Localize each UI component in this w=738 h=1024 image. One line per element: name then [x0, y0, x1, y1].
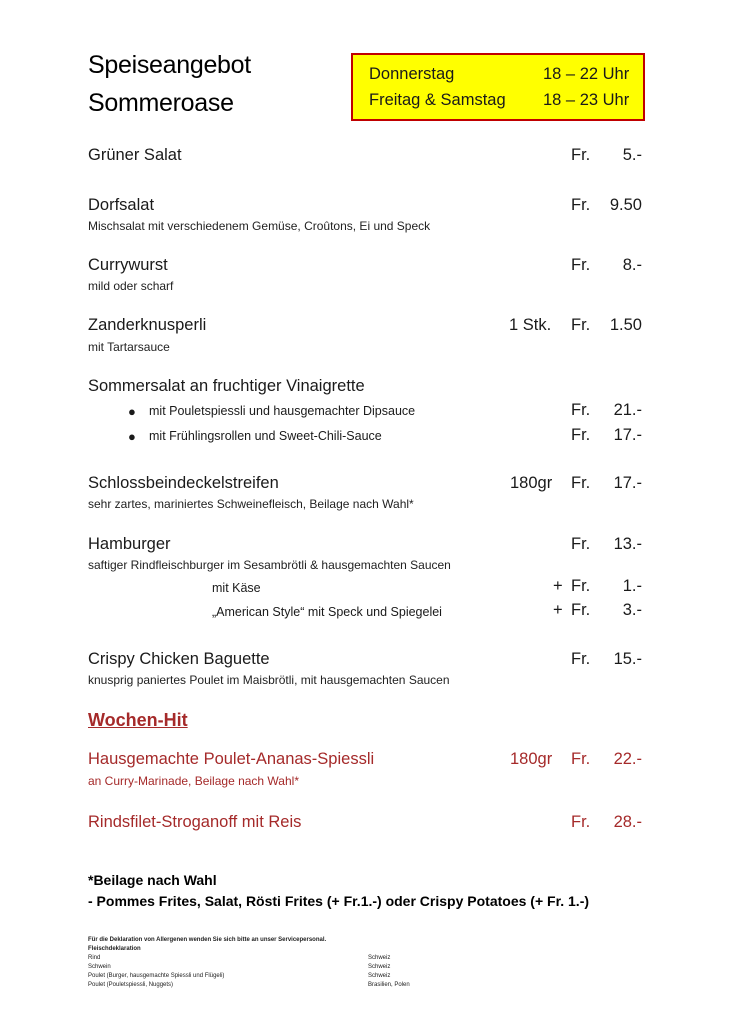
bullet-icon: ● — [128, 429, 136, 444]
currency: Fr. — [571, 813, 591, 831]
currency: Fr. — [571, 196, 591, 214]
currency: Fr. — [571, 750, 591, 768]
menu-item-description: Mischsalat mit verschiedenem Gemüse, Croûtons, Ei und Speck — [88, 219, 431, 233]
extra-label: „American Style“ mit Speck und Spiegelei — [212, 605, 442, 619]
fleisch-origin: Schweiz — [368, 973, 391, 979]
price: 5.- — [622, 146, 642, 164]
fleisch-meat: Schwein — [88, 964, 111, 970]
currency: Fr. — [571, 316, 591, 334]
currency: Fr. — [571, 650, 591, 668]
hours-day-2: Freitag & Samstag — [369, 91, 506, 109]
menu-item-name: Dorfsalat — [88, 196, 155, 214]
currency: Fr. — [571, 256, 591, 274]
currency: Fr. — [571, 601, 591, 619]
menu-item-name: Sommersalat an fruchtiger Vinaigrette — [88, 377, 365, 395]
quantity: 180gr — [510, 750, 553, 768]
page-title-line1: Speiseangebot — [88, 51, 251, 79]
price: 21.- — [613, 401, 642, 419]
option-label: mit Frühlingsrollen und Sweet-Chili-Sauce — [149, 429, 382, 443]
menu-item-name: Hamburger — [88, 535, 171, 553]
currency: Fr. — [571, 535, 591, 553]
menu-item-description: an Curry-Marinade, Beilage nach Wahl* — [88, 774, 299, 788]
currency: Fr. — [571, 474, 591, 492]
hours-day-1: Donnerstag — [369, 65, 455, 83]
currency: Fr. — [571, 146, 591, 164]
menu-item-name: Hausgemachte Poulet-Ananas-Spiessli — [88, 750, 375, 768]
menu-item-name: Crispy Chicken Baguette — [88, 650, 270, 668]
currency: Fr. — [571, 401, 591, 419]
price: 17.- — [613, 426, 642, 444]
page-title-line2: Sommeroase — [88, 89, 234, 117]
menu-item-description: sehr zartes, mariniertes Schweinefleisch, Beilage nach Wahl* — [88, 497, 414, 511]
price: 22.- — [613, 750, 642, 768]
menu-item-name: Rindsfilet-Stroganoff mit Reis — [88, 813, 302, 831]
menu-item-name: Currywurst — [88, 256, 168, 274]
option-label: mit Pouletspiessli und hausgemachter Dipsauce — [149, 404, 416, 418]
hours-time-1: 18 – 22 Uhr — [543, 65, 630, 83]
quantity: 1 Stk. — [509, 316, 552, 334]
price: 17.- — [613, 474, 642, 492]
beilage-title: *Beilage nach Wahl — [88, 872, 217, 888]
price: 1.- — [622, 577, 642, 595]
opening-hours-box — [351, 53, 645, 121]
fleisch-meat: Poulet (Burger, hausgemachte Spiessli und Flügeli) — [88, 973, 225, 979]
quantity: 180gr — [510, 474, 553, 492]
currency: Fr. — [571, 577, 591, 595]
menu-item-description: saftiger Rindfleischburger im Sesambrötli & hausgemachten Saucen — [88, 558, 451, 572]
menu-item-name: Zanderknusperli — [88, 316, 207, 334]
price: 13.- — [613, 535, 642, 553]
fleisch-meat: Rind — [88, 955, 101, 961]
price: 15.- — [613, 650, 642, 668]
fleisch-origin: Brasilien, Polen — [368, 982, 410, 988]
allergen-note: Für die Deklaration von Allergenen wenden Sie sich bitte an unser Servicepersonal. — [88, 937, 327, 943]
currency: Fr. — [571, 426, 591, 444]
menu-item-description: mit Tartarsauce — [88, 340, 170, 354]
extra-label: mit Käse — [212, 581, 261, 595]
fleisch-origin: Schweiz — [368, 964, 391, 970]
wochen-hit-heading: Wochen-Hit — [88, 710, 188, 730]
price: 1.50 — [609, 316, 642, 334]
menu-item-name: Grüner Salat — [88, 146, 182, 164]
menu-item-name: Schlossbeindeckelstreifen — [88, 474, 279, 492]
bullet-icon: ● — [128, 404, 136, 419]
fleisch-title: Fleischdeklaration — [88, 946, 141, 952]
menu-item-description: mild oder scharf — [88, 279, 174, 293]
price: 3.- — [622, 601, 642, 619]
beilage-options: - Pommes Frites, Salat, Rösti Frites (+ Fr.1.-) oder Crispy Potatoes (+ Fr. 1.-) — [88, 893, 590, 909]
plus-sign: + — [553, 577, 563, 595]
plus-sign: + — [553, 601, 563, 619]
menu-item-description: knusprig paniertes Poulet im Maisbrötli, mit hausgemachten Saucen — [88, 673, 450, 687]
price: 9.50 — [609, 196, 642, 214]
fleisch-origin: Schweiz — [368, 955, 391, 961]
price: 8.- — [622, 256, 642, 274]
fleisch-meat: Poulet (Pouletspiessli, Nuggets) — [88, 982, 174, 988]
price: 28.- — [613, 813, 642, 831]
hours-time-2: 18 – 23 Uhr — [543, 91, 630, 109]
